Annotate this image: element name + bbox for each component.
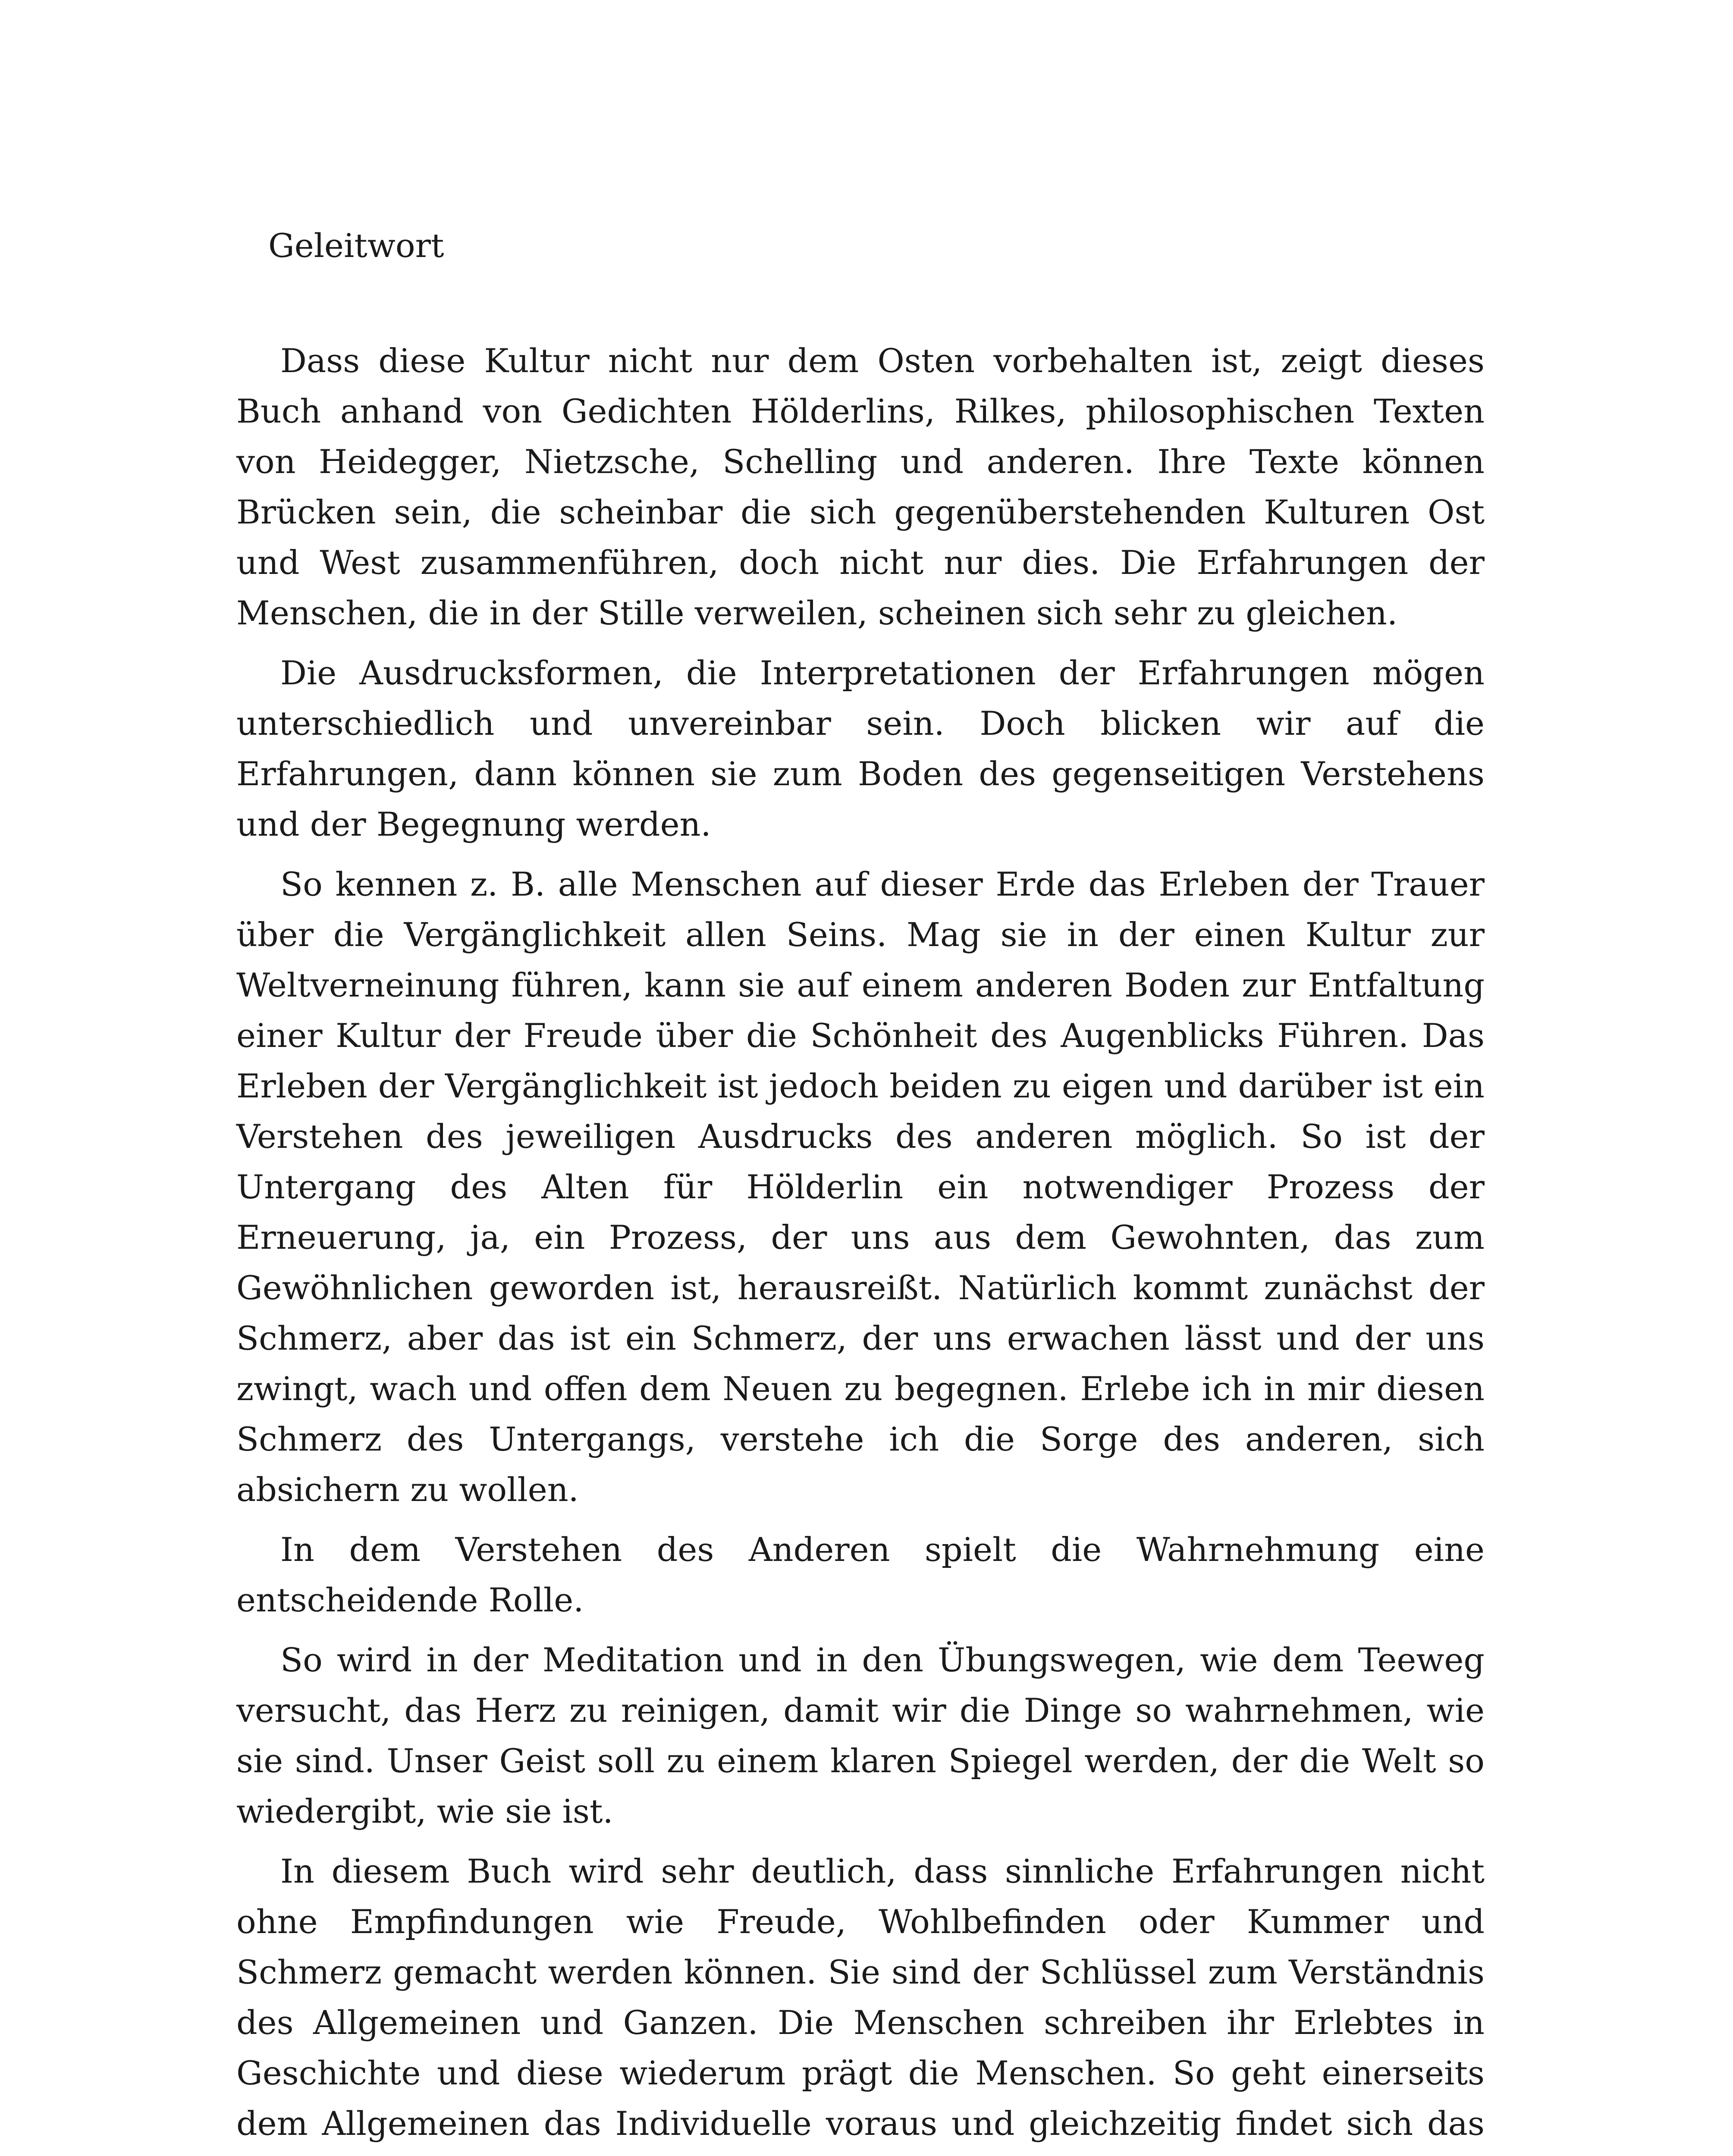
paragraph-5: So wird in der Meditation und in den Übungswegen, wie dem Teeweg versucht, das Herz zu reinigen, damit wir die Dinge so wahrnehmen, wie sie sind. Unser Geist soll zu einem klaren Spiegel werden, der die Welt so wiedergibt, wie sie ist. <box>236 1641 1485 1830</box>
paragraph-1: Dass diese Kultur nicht nur dem Osten vorbehalten ist, zeigt dieses Buch anhand von Gedichten Hölderlins, Rilkes, philosophischen Texten von Heidegger, Nietzsche, Schelling und anderen. Ihre Texte können Brücken sein, die scheinbar die sich gegenüberstehenden Kulturen Ost und West zusammenführen, doch nicht nur dies. Die Erfahrungen der Menschen, die in der Stille verweilen, scheinen sich sehr zu gleichen. <box>236 342 1485 632</box>
running-head: Geleitwort <box>268 226 444 265</box>
body-text <box>236 335 1485 2149</box>
paragraph-4: In dem Verstehen des Anderen spielt die Wahrnehmung eine entscheidende Rolle. <box>236 1530 1485 1619</box>
paragraph-3: So kennen z. B. alle Menschen auf dieser Erde das Erleben der Trauer über die Vergänglichkeit allen Seins. Mag sie in der einen Kultur zur Weltverneinung führen, kann sie auf einem anderen Boden zur Entfaltung einer Kultur der Freude über die Schönheit des Augenblicks Führen. Das Erleben der Vergänglichkeit ist jedoch beiden zu eigen und darüber ist ein Verstehen des jeweiligen Ausdrucks des anderen möglich. So ist der Untergang des Alten für Hölderlin ein notwendiger Prozess der Erneuerung, ja, ein Prozess, der uns aus dem Gewohnten, das zum Gewöhnlichen geworden ist, herausreißt. Natürlich kommt zunächst der Schmerz, aber das ist ein Schmerz, der uns erwachen lässt und der uns zwingt, wach und offen dem Neuen zu begegnen. Erlebe ich in mir diesen Schmerz des Untergangs, verstehe ich die Sorge des anderen, sich absichern zu wollen. <box>236 865 1485 1509</box>
paragraph-6: In diesem Buch wird sehr deutlich, dass sinnliche Erfahrungen nicht ohne Empfindungen wie Freude, Wohlbefinden oder Kummer und Schmerz gemacht werden können. Sie sind der Schlüssel zum Verständnis des Allgemeinen und Ganzen. Die Menschen schreiben ihr Erlebtes in Geschichte und diese wiederum prägt die Menschen. So geht einerseits dem Allgemeinen das Individuelle voraus und gleichzeitig findet sich das <box>236 1852 1485 2143</box>
paragraph-2: Die Ausdrucksformen, die Interpretationen der Erfahrungen mögen unterschiedlich und unvereinbar sein. Doch blicken wir auf die Erfahrungen, dann können sie zum Boden des gegenseitigen Verstehens und der Begegnung werden. <box>236 654 1485 843</box>
